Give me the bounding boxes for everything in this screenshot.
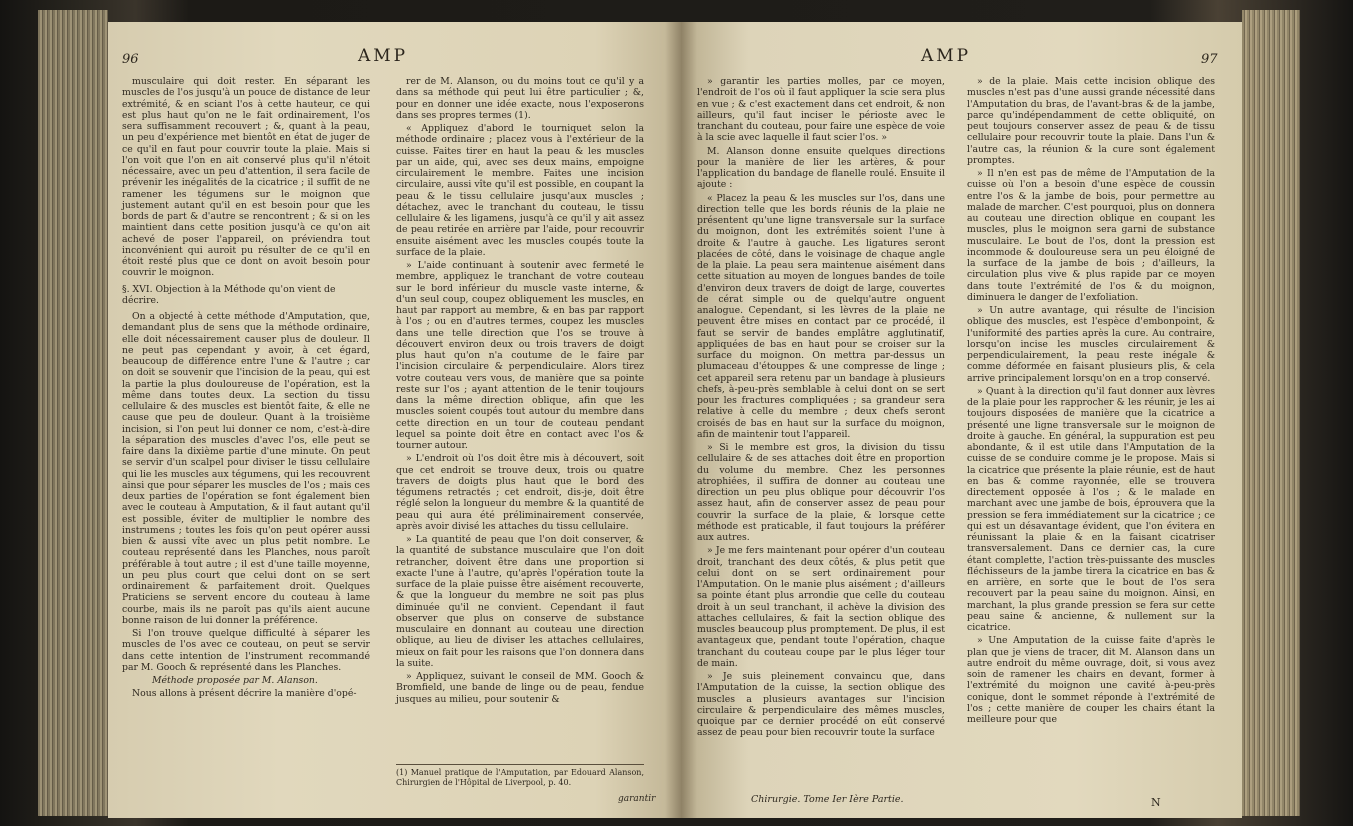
paragraph: » Appliquez, suivant le conseil de MM. Gooch & Bromfield, une bande de linge ou de peau, fendue jusques au milieu, pour soutenir & — [396, 671, 644, 705]
paragraph: musculaire qui doit rester. En séparant les muscles de l'os jusqu'à un pouce de distance de leur extrémité, & en sciant l'os à cette hauteur, ce qui est plus haut qu'on ne le fait ordinairement, l'os sera suffisamment recouvert ; &, quant à la peau, un peu d'expérience met bientôt en état de juger de ce qu'il en faut pour couvrir toute la plaie. Mais si l'on voit que l'on en ait conservé plus qu'il n'étoit nécessaire, avec un peu d'attention, il sera facile de prévenir les inégalités de la cicatrice ; il suffit de ne ramener les tégumens sur le moignon que justement autant qu'il en est besoin pour que les bords de part & d'autre se rencontrent ; & si on les maintient dans cette position jusqu'à ce qu'on ait achevé de poser l'appareil, on préviendra tout inconvénient qui auroit pu résulter de ce qu'il en étoit resté plus que ce dont on avoit besoin pour couvrir le moignon. — [122, 76, 370, 279]
right-column-2 — [967, 76, 1215, 727]
book-gutter — [665, 22, 697, 818]
paragraph: » L'endroit où l'os doit être mis à découvert, soit que cet endroit se trouve deux, trois ou quatre travers de doigts plus haut que le bord des tégumens retractés ; cet endroit, dis-je, doit être réglé selon la longueur du membre & la quantité de peau qui aura été préliminairement conservée, après avoir divisé les attaches du tissu cellulaire. — [396, 453, 644, 532]
left-column-1 — [122, 76, 370, 702]
signature-line: Chirurgie. Tome Ier Ière Partie. — [751, 794, 904, 805]
paragraph: » Si le membre est gros, la division du tissu cellulaire & de ses attaches doit être en proportion du volume du membre. Chez les personnes atrophiées, il suffira de donner au couteau une direction un peu plus oblique pour découvrir l'os assez haut, afin de conserver assez de peau pour couvrir la surface de la plaie, & lorsque cette méthode est praticable, il faut toujours la préférer aux autres. — [697, 442, 945, 543]
page-number: 97 — [1201, 52, 1218, 67]
catchword: garantir — [618, 794, 656, 804]
footnote: (1) Manuel pratique de l'Amputation, par Edouard Alanson, Chirurgien de l'Hôpital de Liverpool, p. 40. — [396, 764, 644, 788]
method-heading: Méthode proposée par M. Alanson. — [152, 675, 318, 686]
section-heading: §. XVI. Objection à la Méthode qu'on vient de décrire. — [122, 283, 336, 306]
paragraph: rer de M. Alanson, ou du moins tout ce qu'il y a dans sa méthode qui peut lui être particulier ; &, pour en donner une idée exacte, nous l'exposerons dans ses propres termes (1). — [396, 76, 644, 121]
right-page — [681, 22, 1242, 818]
paragraph: On a objecté à cette méthode d'Amputation, que, demandant plus de sens que la méthode ordinaire, elle doit nécessairement causer plus de douleur. Il ne peut pas cependant y avoir, à cet égard, beaucoup de différence entre l'une & l'autre ; car on doit se souvenir que l'incision de la peau, qui est la partie la plus douloureuse de l'opération, est la même dans toutes deux. La section du tissu cellulaire & des muscles est bientôt faite, & elle ne cause que peu de douleur. Quant à la troisième incision, si l'on peut lui donner ce nom, c'est-à-dire la séparation des muscles d'avec l'os, elle peut se faire dans la dixième partie d'une minute. On peut se servir d'un scalpel pour diviser le tissu cellulaire qui lie les muscles aux tégumens, qui les recouvrent ainsi que pour séparer les muscles de l'os ; mais ces deux parties de l'opération se font également bien avec le couteau à Amputation, & il faut autant qu'il est possible, éviter de multiplier le nombre des instrumens ; toutes les fois qu'on peut opérer aussi bien & aussi vîte avec un plus petit nombre. Le couteau représenté dans les Planches, nous paroît préférable à tout autre ; il est d'une taille moyenne, un peu plus court que celui dont on se sert ordinairement & parfaitement droit. Quelques Praticiens se servent encore du couteau à lame courbe, mais ils ne paroît pas qu'ils aient aucune bonne raison de lui donner la préférence. — [122, 311, 370, 626]
left-column-2 — [396, 76, 644, 707]
right-page-edges — [1242, 10, 1300, 816]
paragraph: » Je me fers maintenant pour opérer d'un couteau droit, tranchant des deux côtés, & plus petit que celui dont on se sert ordinairement pour l'Amputation. On le manie plus aisément ; d'ailleurs sa pointe étant plus arrondie que celle du couteau droit à un seul tranchant, il achève la division des attaches cellulaires, & fait la section oblique des muscles beaucoup plus promptement. De plus, il est avantageux que, pendant toute l'opération, chaque tranchant du couteau coupe par le plus léger tour de main. — [697, 545, 945, 669]
paragraph: » L'aide continuant à soutenir avec fermeté le membre, appliquez le tranchant de votre couteau sur le bord inférieur du muscle vaste interne, & d'un seul coup, coupez obliquement les muscles, en haut par rapport au membre, & en bas par rapport à l'os ; ou en d'autres termes, coupez les muscles dans une telle direction que l'os se trouve à découvert environ deux ou trois travers de doigt plus haut qu'on n'a coutume de le faire par l'incision circulaire & perpendiculaire. Alors tirez votre couteau vers vous, de manière que sa pointe reste sur l'os ; ayant attention de le tenir toujours dans la même direction oblique, afin que les muscles soient coupés tout autour du membre dans cette direction en un tour de couteau pendant lequel sa pointe doit être en contact avec l'os & tourner autour. — [396, 260, 644, 451]
running-head: AMP — [358, 46, 409, 66]
running-head: AMP — [921, 46, 972, 66]
paragraph: » Je suis pleinement convaincu que, dans l'Amputation de la cuisse, la section oblique des muscles a plusieurs avantages sur l'incision circulaire & perpendiculaire des mêmes muscles, quoique par ce dernier procédé on eût conservé assez de peau pour bien recouvrir toute la surface — [697, 671, 945, 739]
paragraph: Si l'on trouve quelque difficulté à séparer les muscles de l'os avec ce couteau, on peut se servir dans cette intention de l'instrument recommandé par M. Gooch & représenté dans les Planches. — [122, 628, 370, 673]
paragraph: Nous allons à présent décrire la manière d'opé- — [132, 688, 357, 700]
left-page-edges — [38, 10, 108, 816]
paragraph: « Placez la peau & les muscles sur l'os, dans une direction telle que les bords réunis de la plaie ne présentent qu'une ligne transversale sur la surface du moignon, dont les extrémités soient l'une à droite & l'autre à gauche. Les ligatures seront placées de côté, dans le voisinage de chaque angle de la plaie. La peau sera maintenue aisément dans cette situation au moyen de longues bandes de toile d'environ deux travers de doigt de large, couvertes de cérat simple ou de quelqu'autre onguent analogue. Cependant, si les lèvres de la plaie ne peuvent être mises en contact par ce procédé, il faut se servir de bandes emplâtre agglutinatif, appliquées de bas en haut pour se croiser sur la surface du moignon. On mettra par-dessus un plumaceau d'étouppes & une compresse de linge ; cet appareil sera retenu par un bandage à plusieurs chefs, à-peu-près semblable à celui dont on se sert pour les fractures compliquées ; sa grandeur sera relative à celle du membre ; deux chefs seront croisés de bas en haut sur la surface du moignon, afin de maintenir tout l'appareil. — [697, 192, 945, 440]
paragraph: » Une Amputation de la cuisse faite d'après le plan que je viens de tracer, dit M. Alanson dans un autre endroit du même ouvrage, doit, si vous avez soin de ramener les chairs en devant, former à l'extrémité du moignon une cavité à-peu-près conique, dont le sommet réponde à l'extrémité de l'os ; cette manière de couper les chairs étant la meilleure pour que — [967, 635, 1215, 725]
signature-mark: N — [1151, 796, 1161, 809]
paragraph: » de la plaie. Mais cette incision oblique des muscles n'est pas d'une aussi grande nécessité dans l'Amputation du bras, de l'avant-bras & de la jambe, parce qu'indépendamment de cette obliquité, on peut toujours conserver assez de peau & de tissu cellulaire pour recouvrir toute la plaie. Dans l'un & l'autre cas, la réunion & la cure sont également promptes. — [967, 76, 1215, 166]
paragraph: » La quantité de peau que l'on doit conserver, & la quantité de substance musculaire que l'on doit retrancher, doivent être dans une proportion si exacte l'une à l'autre, qu'après l'opération toute la surface de la plaie puisse être aisément recouverte, & que la longueur du membre ne soit pas plus diminuée qu'il ne convient. Cependant il faut observer que plus on conserve de substance musculaire en donnant au couteau une direction oblique, au lieu de diviser les attaches cellulaires, mieux on fait pour les raisons que l'on donnera dans la suite. — [396, 534, 644, 669]
paragraph: » Un autre avantage, qui résulte de l'incision oblique des muscles, est l'espèce d'embonpoint, & l'uniformité des parties après la cure. Au contraire, lorsqu'on incise les muscles circulairement & perpendiculairement, la peau reste inégale & comme déformée en faisant plusieurs plis, & cela arrive principalement lorsqu'on en a trop conservé. — [967, 305, 1215, 384]
page-number: 96 — [122, 52, 139, 67]
paragraph: M. Alanson donne ensuite quelques directions pour la manière de lier les artères, & pour l'application du bandage de flanelle roulé. Ensuite il ajoute : — [697, 145, 945, 191]
paragraph: » garantir les parties molles, par ce moyen, l'endroit de l'os où il faut appliquer la scie sera plus en vue ; & c'est exactement dans cet endroit, & non ailleurs, qu'il faut inciser le périoste avec le tranchant du couteau, pour faire une espèce de voie à la scie avec laquelle il faut scier l'os. » — [697, 76, 945, 144]
right-column-1 — [697, 76, 945, 741]
paragraph: » Quant à la direction qu'il faut donner aux lèvres de la plaie pour les rapprocher & les réunir, je les ai toujours disposées de manière que la cicatrice a présenté une ligne transversale sur le moignon de droite à gauche. En général, la suppuration est peu abondante, & il est utile dans l'Amputation de la cuisse de se conduire comme je le propose. Mais si la cicatrice que présente la plaie réunie, est de haut en bas & comme rayonnée, elle se trouvera directement opposée à l'os ; & le malade en marchant avec une jambe de bois, éprouvera que la pression se fera immédiatement sur la cicatrice ; ce qui est un désavantage évident, que l'on évitera en réunissant la plaie & en la faisant cicatriser transversalement. Dans ce dernier cas, la cure étant complette, l'action très-puissante des muscles fléchisseurs de la jambe tirera la cicatrice en bas & en arrière, en sorte que le bout de l'os sera recouvert par la peau saine du moignon. Ainsi, en marchant, la plus grande pression se fera sur cette peau saine & ancienne, & nullement sur la cicatrice. — [967, 385, 1215, 633]
left-page — [108, 22, 681, 818]
paragraph: « Appliquez d'abord le tourniquet selon la méthode ordinaire ; placez vous à l'extérieur de la cuisse. Faites tirer en haut la peau & les muscles par un aide, qui, avec ses deux mains, empoigne circulairement le membre. Faites une incision circulaire, aussi vîte qu'il est possible, en coupant la peau & le tissu cellulaire jusqu'aux muscles ; détachez, avec le tranchant du couteau, le tissu cellulaire & les ligamens, jusqu'à ce qu'il y ait assez de peau retirée en arrière par l'aide, pour recouvrir ensuite aisément avec les muscles coupés toute la surface de la plaie. — [396, 123, 644, 258]
paragraph: » Il n'en est pas de même de l'Amputation de la cuisse où l'on a besoin d'une espèce de coussin entre l'os & la jambe de bois, pour permettre au malade de marcher. C'est pourquoi, plus on donnera au couteau une direction oblique en coupant les muscles, plus le moignon sera garni de substance musculaire. Le bout de l'os, dont la pression est incommode & douloureuse sera un peu éloigné de la surface de la jambe de bois ; d'ailleurs, la circulation plus vive & plus rapide par ce moyen dans toute l'extrémité de l'os & du moignon, diminuera le danger de l'exfoliation. — [967, 168, 1215, 303]
